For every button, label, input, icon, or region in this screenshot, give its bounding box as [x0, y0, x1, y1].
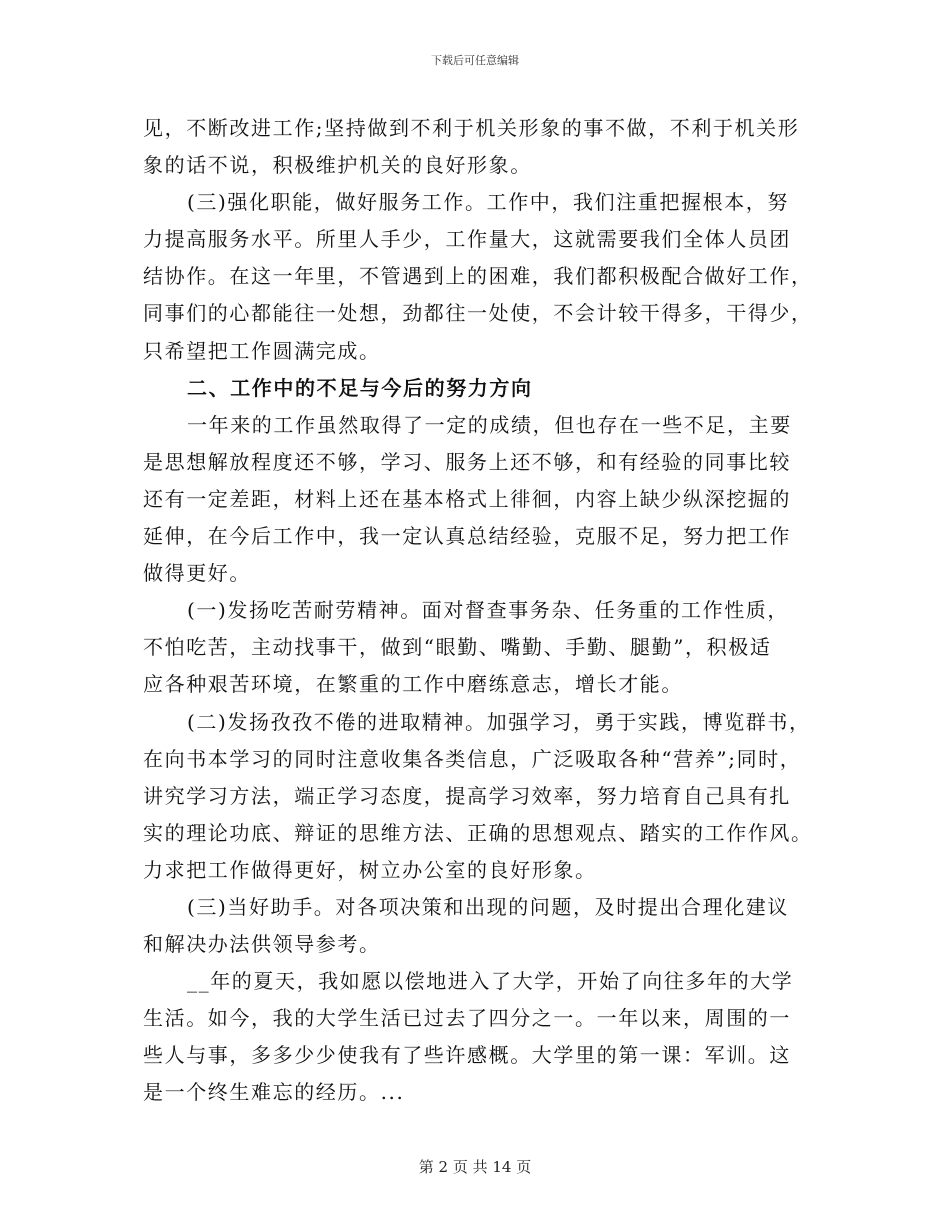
text-line: 象的话不说，积极维护机关的良好形象。 [143, 153, 532, 178]
text-line: 是一个终生难忘的经历。... [143, 1080, 405, 1105]
paragraph-start-line: (二)发扬孜孜不倦的进取精神。加强学习，勇于实践，博览群书， [187, 709, 811, 734]
paragraph-start-line: (三)当好助手。对各项决策和出现的问题，及时提出合理化建议 [187, 894, 790, 919]
text-line: 同事们的心都能往一处想，劲都往一处使，不会计较干得多，干得少， [143, 301, 813, 326]
text-line: 实的理论功底、辩证的思维方法、正确的思想观点、踏实的工作作风。 [143, 820, 813, 845]
document-body [143, 110, 823, 1112]
text-line: 见，不断改进工作;坚持做到不利于机关形象的事不做，不利于机关形 [143, 116, 800, 140]
text-line: 是思想解放程度还不够，学习、服务上还不够，和有经验的同事比较 [143, 449, 791, 474]
text-line: 延伸，在今后工作中，我一定认真总结经验，克服不足，努力把工作 [143, 524, 791, 549]
paragraph-start-line: (一)发扬吃苦耐劳精神。面对督查事务杂、任务重的工作性质， [187, 598, 790, 623]
text-line: 生活。如今，我的大学生活已过去了四分之一。一年以来，周围的一 [143, 1006, 791, 1031]
paragraph-start-line: (三)强化职能，做好服务工作。工作中，我们注重把握根本，努 [187, 190, 790, 215]
text-line: 应各种艰苦环境，在繁重的工作中磨练意志，增长才能。 [143, 672, 683, 697]
text-line: 结协作。在这一年里，不管遇到上的困难，我们都积极配合做好工作， [143, 264, 813, 289]
page-header: 下载后可任意编辑 [431, 54, 519, 67]
text-line: 做得更好。 [143, 561, 251, 586]
text-line: 力求把工作做得更好，树立办公室的良好形象。 [143, 857, 597, 882]
section-heading: 二、工作中的不足与今后的努力方向 [187, 375, 533, 400]
text-line: 在向书本学习的同时注意收集各类信息，广泛吸取各种“营养”;同时， [143, 746, 802, 771]
paragraph-start-line: __年的夏天，我如愿以偿地进入了大学，开始了向往多年的大学 [187, 969, 794, 994]
page-footer: 第 2 页 共 14 页 [418, 1158, 532, 1176]
paragraph-start-line: 一年来的工作虽然取得了一定的成绩，但也存在一些不足，主要 [187, 412, 792, 437]
text-line: 些人与事，多多少少使我有了些许感概。大学里的第一课：军训。这 [143, 1043, 791, 1068]
text-line: 力提高服务水平。所里人手少，工作量大，这就需要我们全体人员团 [143, 227, 791, 252]
text-line: 讲究学习方法，端正学习态度，提高学习效率，努力培育自己具有扎 [143, 783, 791, 808]
text-line: 和解决办法供领导参考。 [143, 932, 381, 957]
text-line: 不怕吃苦，主动找事干，做到“眼勤、嘴勤、手勤、腿勤”，积极适 [143, 635, 772, 660]
text-line: 还有一定差距，材料上还在基本格式上徘徊，内容上缺少纵深挖掘的 [143, 486, 791, 511]
text-line: 只希望把工作圆满完成。 [143, 338, 381, 363]
